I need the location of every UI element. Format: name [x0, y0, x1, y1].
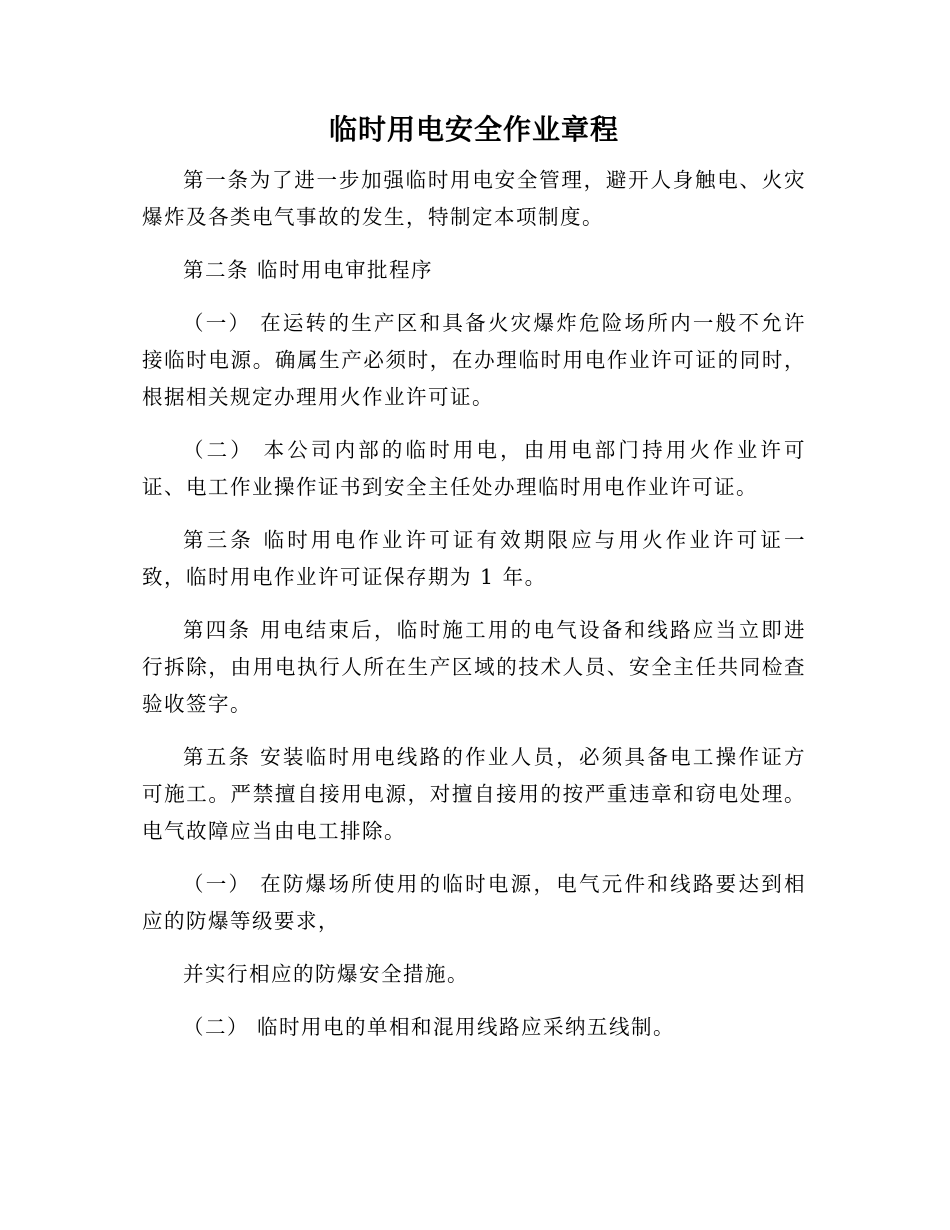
paragraph-article-3: 第三条 临时用电作业许可证有效期限应与用火作业许可证一致，临时用电作业许可证保存期为 1 年。 [142, 528, 806, 589]
paragraph-article-2-item-2: （二） 本公司内部的临时用电，由用电部门持用火作业许可证、电工作业操作证书到安全主任处办理临时用电作业许可证。 [142, 438, 806, 499]
paragraph-article-2: 第二条 临时用电审批程序 [183, 258, 434, 282]
paragraph-article-4: 第四条 用电结束后，临时施工用的电气设备和线路应当立即进行拆除，由用电执行人所在生产区域的技术人员、安全主任共同检查验收签字。 [142, 618, 806, 716]
paragraph-article-5-item-2: （二） 临时用电的单相和混用线路应采纳五线制。 [183, 1015, 676, 1039]
paragraph-article-5-item-1: （一） 在防爆场所使用的临时电源，电气元件和线路要达到相应的防爆等级要求， [142, 872, 806, 933]
paragraph-article-5: 第五条 安装临时用电线路的作业人员，必须具备电工操作证方可施工。严禁擅自接用电源，对擅自接用的按严重违章和窃电处理。电气故障应当由电工排除。 [142, 745, 806, 843]
document-page [142, 110, 806, 1062]
paragraph-article-2-item-1: （一） 在运转的生产区和具备火灾爆炸危险场所内一般不允许接临时电源。确属生产必须时，在办理临时用电作业许可证的同时，根据相关规定办理用火作业许可证。 [142, 311, 806, 409]
paragraph-article-5-item-1-continued: 并实行相应的防爆安全措施。 [183, 962, 469, 986]
document-title: 临时用电安全作业章程 [328, 113, 619, 146]
paragraph-article-1: 第一条为了进一步加强临时用电安全管理，避开人身触电、火灾爆炸及各类电气事故的发生，特制定本项制度。 [142, 168, 806, 229]
